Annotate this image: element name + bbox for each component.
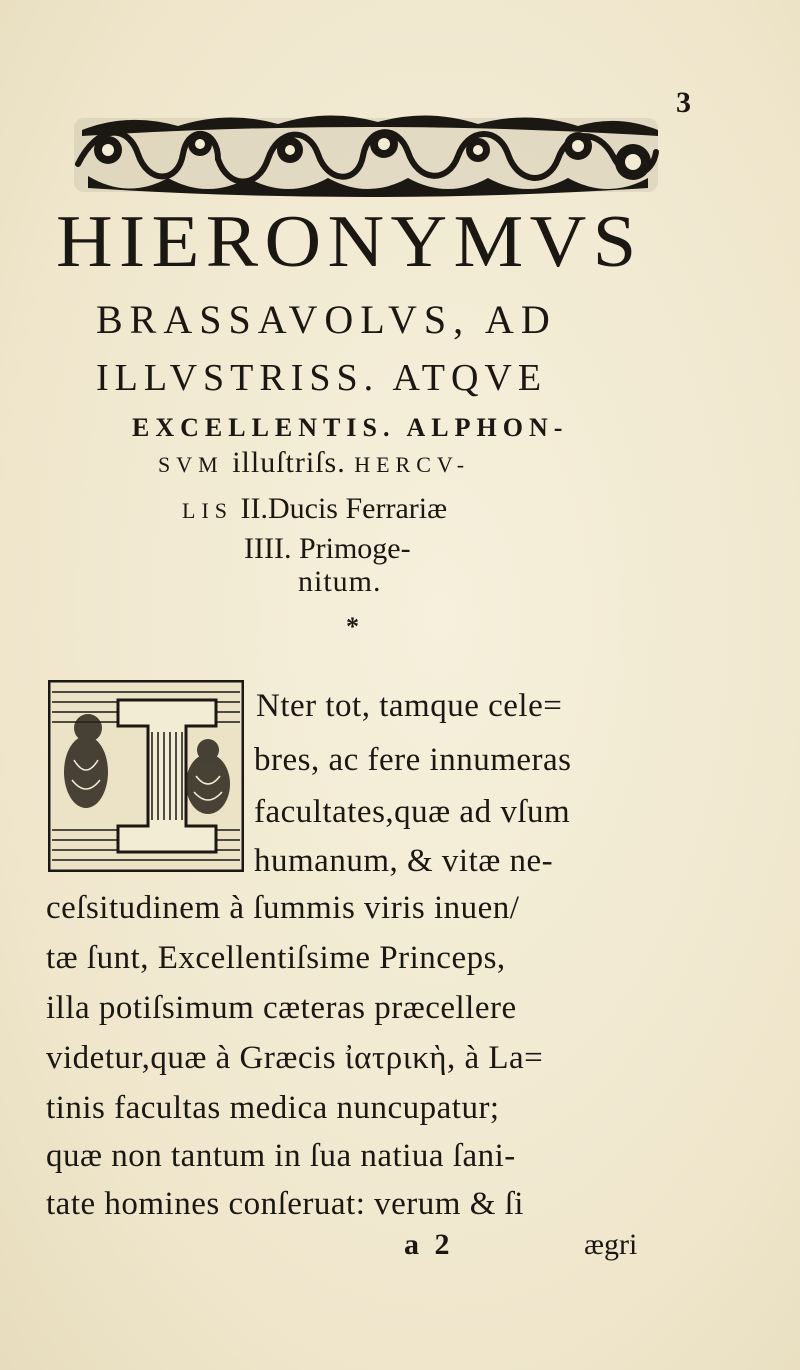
title-line-7: IIII. Primoge-: [244, 532, 411, 565]
body-line-6: tæ ſunt, Excellentiſsime Princeps,: [46, 940, 506, 976]
title-line-2: BRASSAVOLVS, AD: [96, 297, 557, 342]
title-line-6: [182, 492, 447, 526]
title-line-5-text: illuſtriſs.: [223, 446, 355, 479]
body-line-10: quæ non tantum in ſua natiua ſani-: [46, 1138, 516, 1174]
title-line-6-caps: LIS: [182, 498, 233, 523]
body-line-7: illa potiſsimum cæteras præcellere: [46, 990, 517, 1026]
asterisk-ornament: *: [346, 612, 359, 641]
body-line-5: ceſsitudinem à ſummis viris inuen/: [46, 890, 520, 926]
title-line-8: nitum.: [298, 565, 382, 598]
title-line-3: ILLVSTRISS. ATQVE: [96, 357, 548, 399]
title-line-5-caps: SVM: [158, 452, 224, 477]
title-line-4: EXCELLENTIS. ALPHON-: [132, 413, 569, 442]
body-line-3: facultates,quæ ad vſum: [254, 794, 571, 830]
body-line-8: videtur,quæ à Græcis ἰατρικὴ, à La=: [46, 1040, 544, 1076]
decorative-headpiece-ornament: [68, 104, 664, 206]
body-line-1: Nter tot, tamque cele=: [256, 688, 563, 724]
title-author-name: HIERONYMVS: [56, 201, 643, 283]
title-line-5-caps2: HERCV-: [354, 452, 471, 477]
title-line-6-text: II.Ducis Ferrariæ: [233, 492, 448, 525]
catchword: ægri: [584, 1228, 638, 1261]
body-line-11: tate homines conſeruat: verum & ſi: [46, 1186, 524, 1222]
woodcut-initial-i: [48, 680, 244, 872]
signature-mark: a 2: [404, 1228, 454, 1261]
page-number: 3: [676, 86, 691, 119]
body-line-4: humanum, & vitæ ne-: [254, 843, 554, 879]
body-line-9: tinis facultas medica nuncupatur;: [46, 1090, 500, 1126]
body-line-2: bres, ac fere innumeras: [254, 742, 572, 778]
title-line-5: [158, 446, 470, 480]
